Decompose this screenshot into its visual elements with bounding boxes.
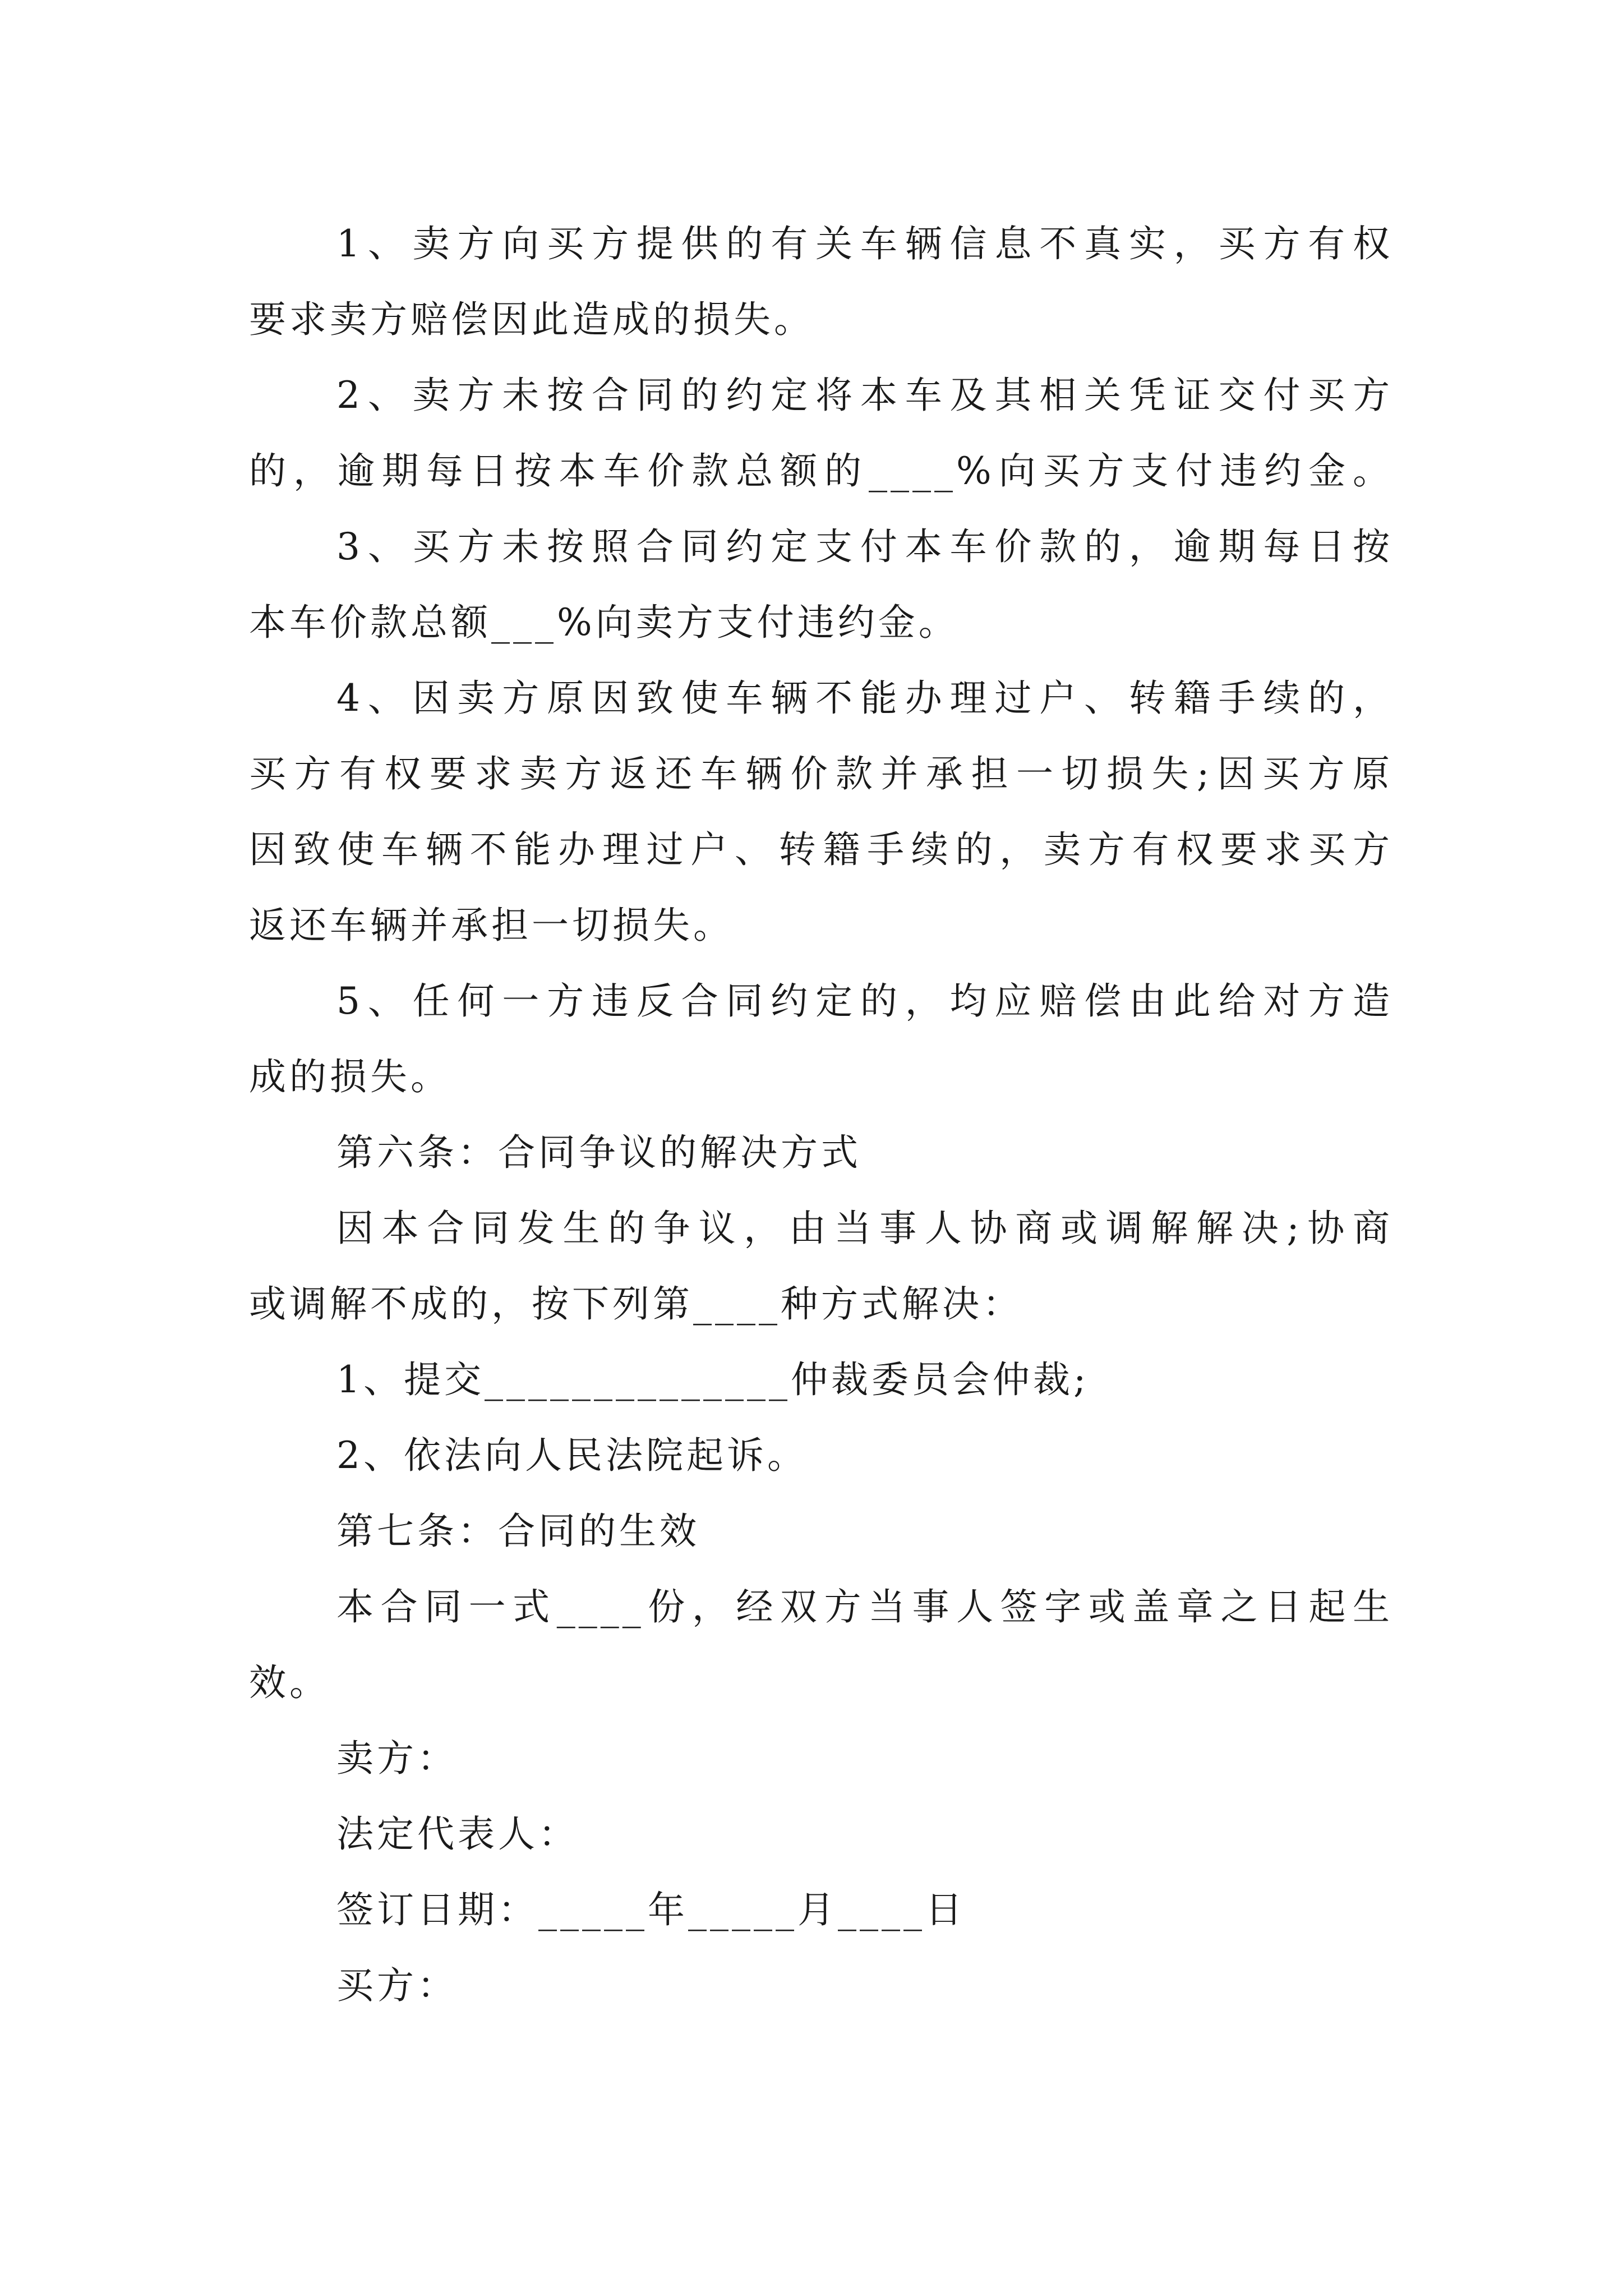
clause-3-line-1: 3、买方未按照合同约定支付本车价款的，逾期每日按 [336,525,1393,568]
clause-5-line-2: 成的损失。 [249,1055,451,1098]
buyer-label: 买方： [336,1964,458,2007]
article-6-option-1: 1、提交______________仲裁委员会仲裁; [336,1358,1090,1401]
legal-representative-label: 法定代表人： [336,1812,579,1856]
clause-4-line-2: 买方有权要求卖方返还车辆价款并承担一切损失;因买方原 [249,752,1393,795]
article-6-option-2: 2、依法向人民法院起诉。 [336,1434,808,1477]
clause-2-line-1: 2、卖方未按合同的约定将本车及其相关凭证交付买方 [336,374,1393,417]
clause-3-line-2: 本车价款总额___%向卖方支付违约金。 [249,601,959,644]
article-6-line-2: 或调解不成的，按下列第____种方式解决： [249,1282,1023,1326]
signing-date-line: 签订日期：_____年_____月____日 [336,1888,966,1931]
clause-1-line-2: 要求卖方赔偿因此造成的损失。 [249,298,814,341]
clause-2-line-2: 的，逾期每日按本车价款总额的____%向买方支付违约金。 [249,449,1393,493]
clause-1-line-1: 1、卖方向买方提供的有关车辆信息不真实，买方有权 [336,222,1393,265]
clause-4-line-3: 因致使车辆不能办理过户、转籍手续的，卖方有权要求买方 [249,828,1393,871]
article-7-heading: 第七条：合同的生效 [336,1510,700,1553]
seller-label: 卖方： [336,1737,458,1780]
article-6-line-1: 因本合同发生的争议，由当事人协商或调解解决;协商 [336,1207,1393,1250]
clause-4-line-1: 4、因卖方原因致使车辆不能办理过户、转籍手续的， [336,677,1393,720]
article-7-line-2: 效。 [249,1661,330,1704]
clause-4-line-4: 返还车辆并承担一切损失。 [249,904,734,947]
article-7-line-1: 本合同一式____份，经双方当事人签字或盖章之日起生 [336,1585,1393,1628]
article-6-heading: 第六条：合同争议的解决方式 [336,1131,861,1174]
clause-5-line-1: 5、任何一方违反合同约定的，均应赔偿由此给对方造 [336,979,1393,1023]
